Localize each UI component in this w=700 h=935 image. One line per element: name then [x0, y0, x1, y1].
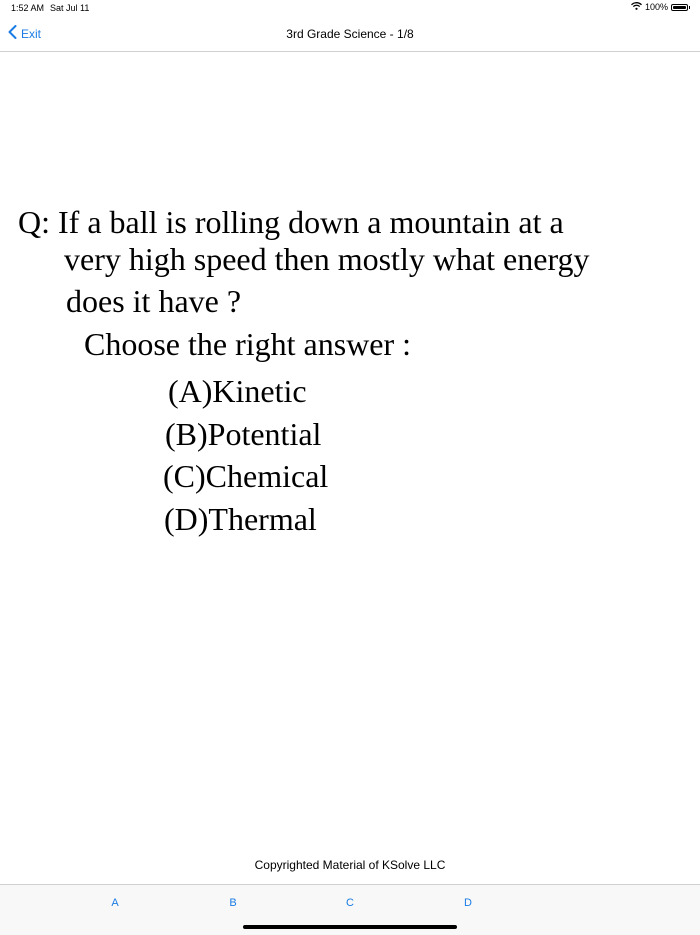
status-time: 1:52 AM [11, 3, 45, 13]
page-title: 3rd Grade Science - 1/8 [286, 27, 414, 41]
question-line-1: Q: If a ball is rolling down a mountain at a [18, 204, 564, 240]
answer-d-button[interactable]: D [464, 897, 472, 909]
battery-icon [671, 4, 688, 11]
answer-b-button[interactable]: B [229, 897, 237, 909]
wifi-icon [631, 2, 642, 12]
option-c-text: (C)Chemical [163, 458, 329, 494]
battery-percent: 100% [644, 2, 668, 12]
status-date: Sat Jul 11 [50, 3, 90, 13]
option-d-text: (D)Thermal [164, 501, 317, 537]
option-a-text: (A)Kinetic [168, 373, 307, 409]
navigation-bar [0, 17, 700, 52]
status-indicators [631, 2, 688, 12]
question-line-2: very high speed then mostly what energy [64, 241, 590, 277]
question-line-3: does it have ? [66, 283, 242, 319]
answer-a-button[interactable]: A [111, 897, 119, 909]
battery-level [673, 6, 686, 9]
status-bar [0, 0, 700, 17]
answer-c-button[interactable]: C [346, 897, 354, 909]
option-b-text: (B)Potential [165, 416, 322, 452]
question-card [0, 52, 700, 572]
home-indicator[interactable] [243, 925, 457, 929]
exit-label: Exit [21, 26, 42, 41]
copyright-notice: Copyrighted Material of KSolve LLC [254, 858, 446, 872]
question-prompt: Choose the right answer : [84, 326, 412, 362]
